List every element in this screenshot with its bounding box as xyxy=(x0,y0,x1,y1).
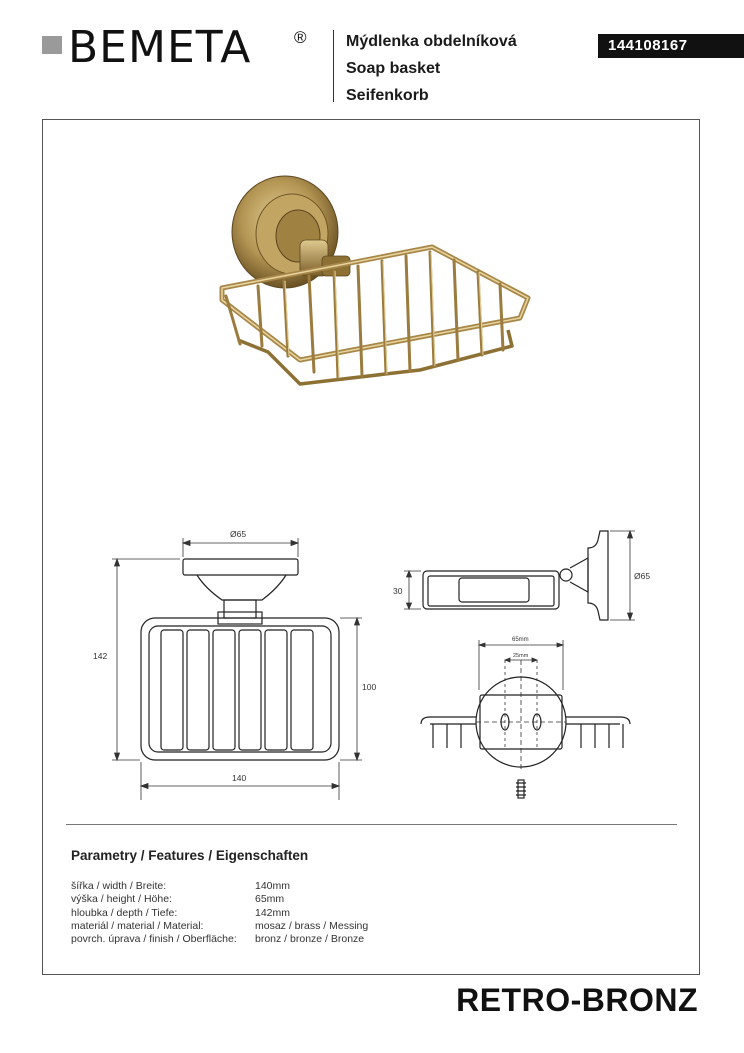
param-value: bronz / bronze / Bronze xyxy=(255,933,365,946)
front-diameter-label: Ø65 xyxy=(230,529,247,539)
side-depth-label: 30 xyxy=(393,586,403,596)
param-label: hloubka / depth / Tiefe: xyxy=(71,906,178,919)
mount-inner-label: 25mm xyxy=(513,653,529,659)
table-row xyxy=(71,893,368,906)
param-value: 140mm xyxy=(255,880,291,892)
param-label: povrch. úprava / finish / Oberfläche: xyxy=(71,933,237,946)
product-series: RETRO-BRONZ xyxy=(456,982,698,1018)
parameters-title: Parametry / Features / Eigenschaften xyxy=(71,848,309,863)
front-basket-height-label: 100 xyxy=(362,682,377,692)
param-value: 142mm xyxy=(255,906,291,919)
table-row xyxy=(71,880,368,893)
param-value: mosaz / brass / Messing xyxy=(255,919,369,932)
product-title-en: Soap basket xyxy=(346,60,441,77)
product-title-de: Seifenkorb xyxy=(346,87,429,104)
product-title-cz: Mýdlenka obdelníková xyxy=(346,33,517,50)
param-label: šířka / width / Breite: xyxy=(71,880,167,892)
brand-name: BEMETA xyxy=(68,22,252,73)
param-value: 65mm xyxy=(255,893,285,906)
side-diameter-label: Ø65 xyxy=(634,571,651,581)
table-row xyxy=(71,907,368,920)
param-label: materiál / material / Material: xyxy=(71,919,204,932)
param-label: výška / height / Höhe: xyxy=(71,893,172,906)
product-code-badge: 144108167 xyxy=(598,34,744,58)
registered-mark: ® xyxy=(294,28,307,47)
front-width-label: 140 xyxy=(232,773,247,783)
parameters-table xyxy=(71,880,368,946)
parameters-divider xyxy=(66,824,677,825)
front-height-label: 142 xyxy=(93,651,108,661)
table-row xyxy=(71,920,368,933)
mount-outer-label: 65mm xyxy=(512,637,529,643)
table-row xyxy=(71,933,368,946)
